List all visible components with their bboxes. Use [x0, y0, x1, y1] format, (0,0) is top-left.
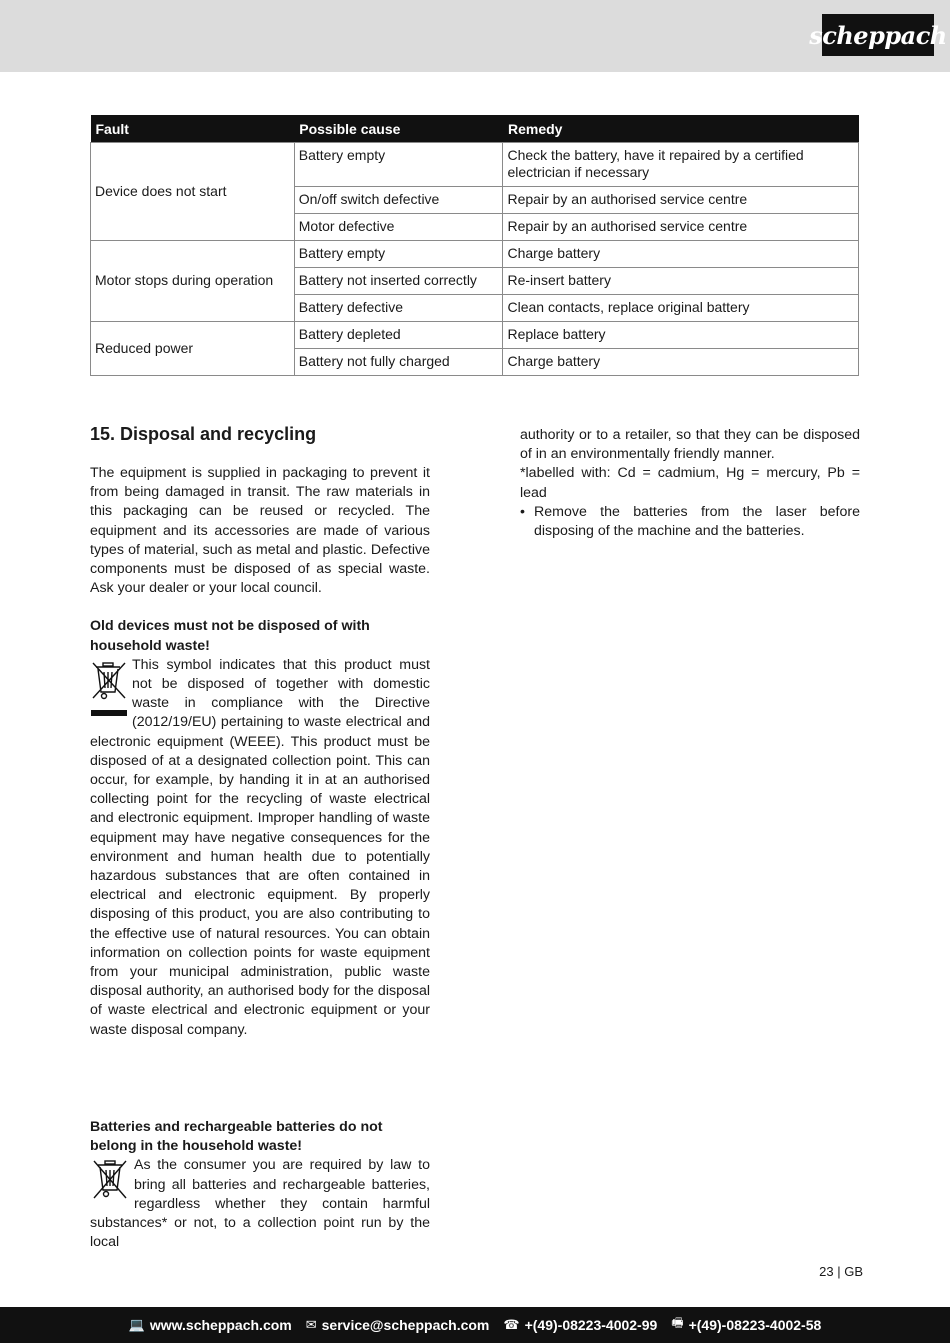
top-bar — [0, 0, 950, 72]
cause-cell: Battery not fully charged — [294, 349, 503, 376]
remedy-cell: Charge battery — [503, 349, 859, 376]
cause-cell: Battery defective — [294, 295, 503, 322]
computer-icon: 💻 — [128, 1317, 145, 1332]
remedy-cell: Repair by an authorised service centre — [503, 187, 859, 214]
header-fault: Fault — [91, 115, 295, 143]
remedy-cell: Charge battery — [503, 241, 859, 268]
battery-paragraph-continued: authority or to a retailer, so that they can be disposed of in an environmentally friendly manner. — [520, 427, 860, 463]
email-link[interactable]: service@scheppach.com — [321, 1317, 490, 1333]
battery-paragraph: As the consumer you are required by law to bring all batteries and rechargeable batteries, regardless whether they contain harmful substances* or not, to a collection point run by the local — [90, 1157, 430, 1251]
footer-fax — [671, 1314, 821, 1336]
phone-icon: ☎ — [503, 1317, 520, 1332]
footer-email[interactable] — [306, 1317, 490, 1333]
phone-number: +(49)-08223-4002-99 — [524, 1317, 658, 1333]
weee-block — [90, 656, 430, 1040]
remedy-cell: Re-insert battery — [503, 268, 859, 295]
fault-cell: Device does not start — [91, 143, 295, 241]
footer-website[interactable] — [129, 1317, 292, 1333]
battery-block — [90, 1156, 430, 1252]
cause-cell: Battery empty — [294, 143, 503, 187]
weee-paragraph: This symbol indicates that this product must not be disposed of together with domestic waste in compliance with the Directive (2012/19/EU) pertaining to waste electrical and electronic equipment (WEEE). This product must be disposed of at a designated collection point. This can occur, for example, by handing it in at an authorised collecting point for the recycling of waste electrical and electronic equipment. Improper handling of waste equipment may have negative consequences for the environment and human health due to potentially hazardous substances that are often contained in electrical and electronic equipment. By properly disposing of this product, you are also contributing to the effective use of natural resources. You can obtain information on collection points for waste equipment from your municipal administration, public waste disposal authority, an authorised body for the disposal of waste electrical and electronic equipment or your waste disposal company. — [90, 656, 430, 1038]
fax-number: +(49)-08223-4002-58 — [688, 1317, 822, 1333]
cause-cell: Motor defective — [294, 214, 503, 241]
left-column — [90, 422, 430, 1252]
fax-icon: 🖷 — [671, 1315, 684, 1330]
remedy-cell: Repair by an authorised service centre — [503, 214, 859, 241]
battery-heading: Batteries and rechargeable batteries do not belong in the household waste! — [90, 1118, 383, 1155]
troubleshooting-table — [90, 115, 859, 376]
fault-cell: Motor stops during operation — [91, 241, 295, 322]
website-link[interactable]: www.scheppach.com — [149, 1317, 292, 1333]
cause-cell: Battery not inserted correctly — [294, 268, 503, 295]
cause-cell: On/off switch defective — [294, 187, 503, 214]
crossed-out-bin-icon — [90, 660, 128, 720]
table-header-row — [91, 115, 859, 143]
footer-phone — [503, 1317, 657, 1333]
list-item: • Remove the batteries from the laser before disposing of the machine and the batteries. — [534, 503, 860, 541]
cause-cell: Battery empty — [294, 241, 503, 268]
header-possible-cause: Possible cause — [294, 115, 503, 143]
remedy-cell: Clean contacts, replace original battery — [503, 295, 859, 322]
right-column — [520, 426, 860, 541]
email-icon: ✉ — [305, 1317, 317, 1332]
crossed-out-bin-icon — [90, 1158, 130, 1202]
remedy-cell: Replace battery — [503, 322, 859, 349]
remedy-cell: Check the battery, have it repaired by a certified electrician if necessary — [503, 143, 859, 187]
page-number: 23 | GB — [819, 1264, 863, 1279]
scheppach-logo: scheppach — [822, 14, 934, 56]
bullet-list — [520, 503, 860, 541]
cause-cell: Battery depleted — [294, 322, 503, 349]
section-title: 15. Disposal and recycling — [90, 424, 317, 444]
footer-bar — [0, 1307, 950, 1343]
table-row — [91, 143, 859, 187]
fault-cell: Reduced power — [91, 322, 295, 376]
intro-paragraph: The equipment is supplied in packaging to prevent it from being damaged in transit. The raw materials in this packaging can be reused or recycled. The equipment and its accessories are made of various types of material, such as metal and plastic. Defective components must be disposed of as special waste. Ask your dealer or your local council. — [90, 465, 430, 597]
table-row — [91, 322, 859, 349]
header-remedy: Remedy — [503, 115, 859, 143]
table-row — [91, 241, 859, 268]
labelled-note: *labelled with: Cd = cadmium, Hg = mercury, Pb = lead — [520, 465, 860, 501]
weee-heading: Old devices must not be disposed of with household waste! — [90, 618, 370, 654]
